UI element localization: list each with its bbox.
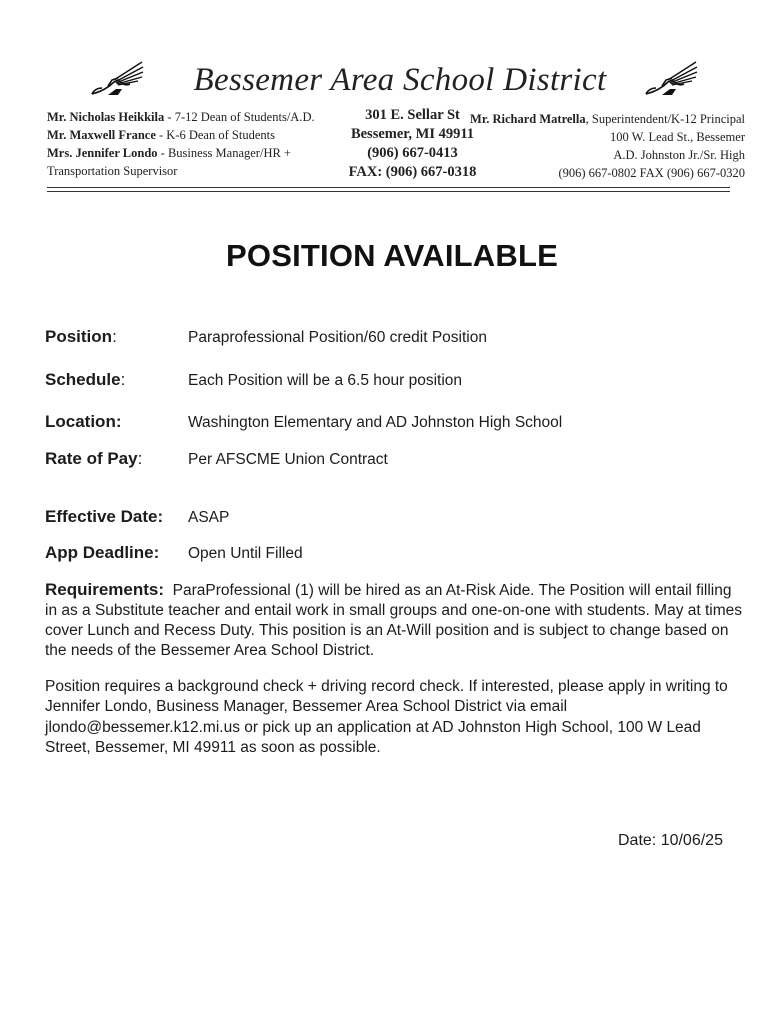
address-fax: FAX: (906) 667-0318: [348, 164, 477, 180]
staff-title: K-6 Dean of Students: [166, 128, 275, 142]
winged-foot-logo-left: [88, 58, 146, 98]
requirements-text: ParaProfessional (1) will be hired as an At-Risk Aide. The Position will entail filling in as a Substitute teacher and entail work in small groups and one-on-one with students. May at times cover Lunch and Recess Duty. This position is an At-Will position and is subject to change based on the needs of the Bessemer Area School District.: [45, 582, 743, 659]
address-city: Bessemer, MI 49911: [350, 126, 475, 142]
label-text: App Deadline: [45, 543, 154, 562]
staff-line: Mr. Maxwell France - K-6 Dean of Students: [47, 128, 275, 142]
field-label: App Deadline:: [45, 543, 160, 562]
staff-line: Mr. Nicholas Heikkila - 7-12 Dean of Students/A.D.: [47, 110, 315, 124]
field-label: Position:: [45, 327, 117, 346]
page-title: POSITION AVAILABLE: [226, 238, 558, 273]
label-text: Schedule: [45, 370, 121, 389]
label-text: Rate of Pay: [45, 449, 138, 468]
header-divider-bottom: [47, 191, 730, 192]
staff-name: Mrs. Jennifer Londo: [47, 146, 158, 160]
staff-title: Transportation Supervisor: [47, 164, 178, 178]
staff-line: Mrs. Jennifer Londo - Business Manager/HR +: [47, 146, 291, 160]
label-text: Location: [45, 412, 116, 431]
superintendent-address: 100 W. Lead St., Bessemer: [609, 130, 745, 144]
staff-name: Mr. Maxwell France: [47, 128, 156, 142]
field-label: Schedule:: [45, 370, 126, 389]
superintendent-school: A.D. Johnston Jr./Sr. High: [613, 148, 745, 162]
field-label: Rate of Pay:: [45, 449, 143, 468]
field-value: Each Position will be a 6.5 hour position: [188, 372, 462, 389]
staff-name: Mr. Nicholas Heikkila: [47, 110, 165, 124]
header-staff-left: [47, 108, 347, 180]
field-value: Open Until Filled: [188, 545, 303, 562]
requirements-label: Requirements:: [45, 580, 165, 599]
winged-foot-logo-right: [642, 58, 700, 98]
superintendent-name: Mr. Richard Matrella: [470, 112, 586, 126]
header-superintendent: [462, 110, 745, 182]
superintendent-line: Mr. Richard Matrella, Superintendent/K-12 Principal: [470, 112, 745, 126]
posting-date: Date: 10/06/25: [618, 832, 723, 849]
field-value: ASAP: [188, 509, 230, 526]
address-street: 301 E. Sellar St: [365, 107, 460, 123]
field-label: Effective Date:: [45, 507, 164, 526]
superintendent-title: Superintendent/K-12 Principal: [591, 112, 745, 126]
field-value: Paraprofessional Position/60 credit Position: [188, 329, 487, 346]
staff-title: Business Manager/HR +: [167, 146, 291, 160]
requirements-paragraph: [45, 580, 745, 661]
field-value: Per AFSCME Union Contract: [188, 451, 388, 468]
header-divider-top: [47, 187, 730, 188]
application-paragraph: Position requires a background check + driving record check. If interested, please apply in writing to Jennifer Londo, Business Manager, Bessemer Area School District via email jlondo@bessemer.k12.mi.us or pick up an application at AD Johnston High School, 100 W Lead Street, Bessemer, MI 49911 as soon as possible.: [45, 678, 728, 756]
label-text: Position: [45, 327, 113, 346]
address-phone: (906) 667-0413: [367, 145, 458, 161]
staff-line: [47, 162, 347, 180]
district-name: Bessemer Area School District: [193, 62, 607, 98]
label-text: Effective Date: [45, 507, 158, 526]
field-value: Washington Elementary and AD Johnston High School: [188, 414, 563, 431]
staff-title: 7-12 Dean of Students/A.D.: [174, 110, 315, 124]
field-label: Location:: [45, 412, 122, 431]
superintendent-contact: (906) 667-0802 FAX (906) 667-0320: [558, 166, 745, 180]
